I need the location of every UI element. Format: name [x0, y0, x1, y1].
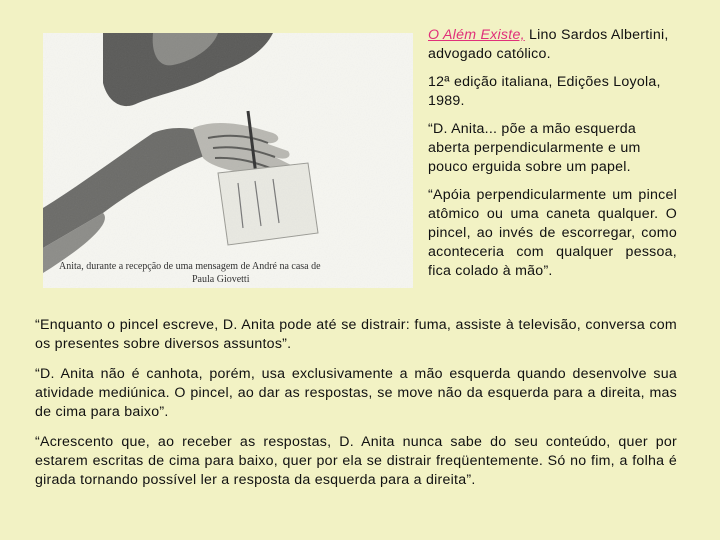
- photo-image: [43, 33, 413, 288]
- book-title-link[interactable]: O Além Existe,: [428, 27, 525, 43]
- book-edition: 12ª edição italiana, Edições Loyola, 1989.: [428, 74, 661, 109]
- book-reference: [428, 26, 677, 64]
- quote-5: “Acrescento que, ao receber as respostas, D. Anita nunca sabe do seu conteúdo, quer por estarem escritas de cima para baixo, quer por ela se distrair freqüentemente. Só no fim, a folha é girada tornando possível ler a resposta da esquerda para a direita”.: [35, 434, 677, 488]
- photo-caption: [59, 260, 399, 286]
- quote-4: “D. Anita não é canhota, porém, usa exclusivamente a mão esquerda quando desenvolve sua atividade mediúnica. O pincel, ao dar as respostas, se move não da esquerda para a direita, mas de cima para baixo”.: [35, 366, 677, 420]
- book-author: Lino Sardos Albertini, advogado católico.: [428, 27, 669, 62]
- main-text: [35, 316, 677, 501]
- photo: [43, 33, 413, 288]
- photo-caption-line-2: Paula Giovetti: [192, 274, 250, 285]
- quote-2: “Apóia perpendicularmente um pincel atômico ou uma caneta qualquer. O pincel, ao invés de escorregar, como aconteceria com qualquer pessoa, fica colado à mão”.: [428, 187, 677, 279]
- quote-3: “Enquanto o pincel escreve, D. Anita pode até se distrair: fuma, assiste à televisão, conversa com os presentes sobre diversos assuntos”.: [35, 317, 677, 352]
- quote-1: “D. Anita... põe a mão esquerda aberta perpendicularmente e um pouco erguida sobre um papel.: [428, 121, 641, 175]
- photo-caption-line-1: Anita, durante a recepção de uma mensagem de André na casa de: [59, 261, 321, 272]
- side-column: [428, 26, 677, 290]
